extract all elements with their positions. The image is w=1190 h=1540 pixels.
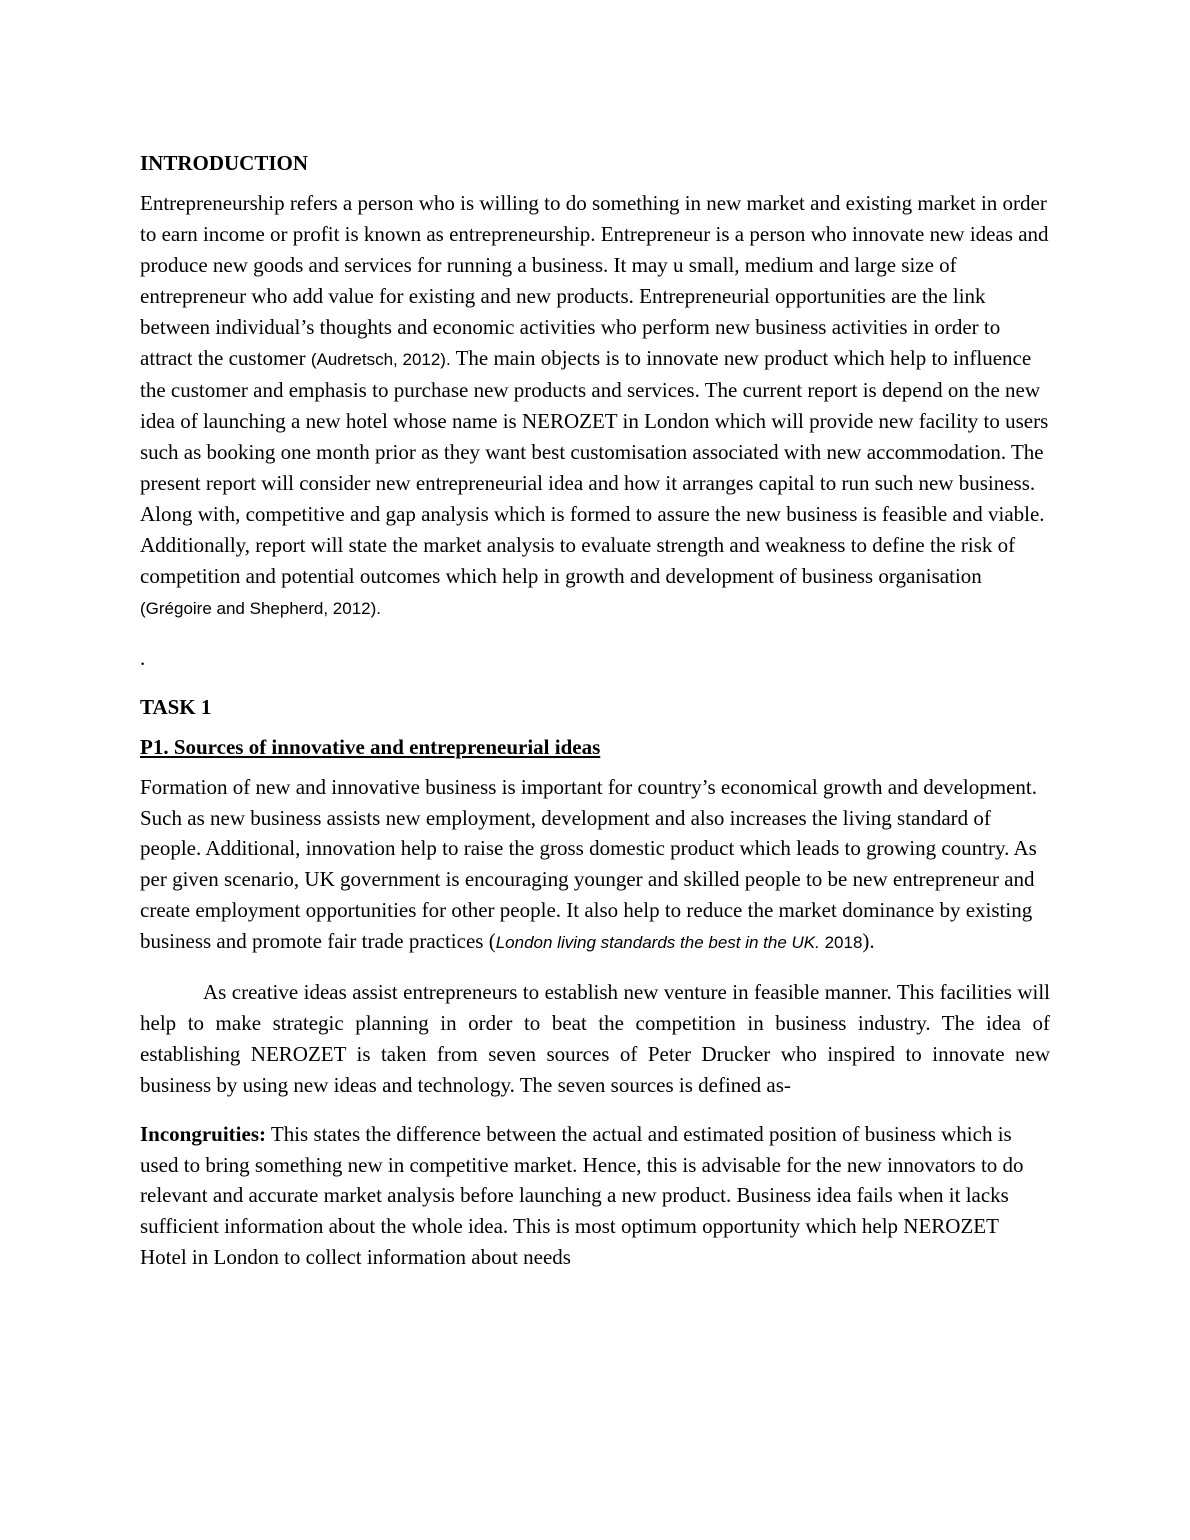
task-paragraph-1 <box>140 772 1050 959</box>
intro-citation-1: (Audretsch, 2012). <box>310 349 451 369</box>
incongruities-label: Incongruities: <box>140 1121 266 1146</box>
citation-year: 2018 <box>819 933 863 953</box>
incongruities-paragraph <box>140 1119 1050 1274</box>
intro-body-2: The main objects is to innovate new product which help to influence the customer and emphasis to purchase new products and services. The current report is depend on the new idea of launching a new hotel whose name is NEROZET in London which will provide new facility to users such as booking one month prior as they want best customisation associated with new accommodation. The present report will consider new entrepreneurial idea and how it arranges capital to run such new business. Along with, competitive and gap analysis which is formed to assure the new business is feasible and viable. Additionally, report will state the market analysis to evaluate strength and weakness to define the risk of competition and potential outcomes which help in growth and development of business organisation <box>140 345 1049 588</box>
intro-heading: INTRODUCTION <box>140 151 309 175</box>
incongruities-text: This states the difference between the actual and estimated position of business which is used to bring something new in competitive market. Hence, this is advisable for the new innovators to do relevant and accurate market analysis before launching a new product. Business idea fails when it lacks sufficient information about the whole idea. This is most optimum opportunity which help NEROZET Hotel in London to collect information about needs <box>140 1121 1024 1270</box>
task-paragraph-1-text: Formation of new and innovative business is important for country’s economical growth and development. Such as new business assists new employment, development and also increases the living standard of people. Additional, innovation help to raise the gross domestic product which leads to growing country. As per given scenario, UK government is encouraging younger and skilled people to be new entrepreneur and create employment opportunities for other people. It also help to reduce the market dominance by existing business and promote fair trade practices <box>140 774 1037 954</box>
intro-citation-2: (Grégoire and Shepherd, 2012). <box>140 598 381 618</box>
task-heading: TASK 1 <box>140 694 212 719</box>
document-page <box>140 148 1050 1291</box>
citation-close: ). <box>862 929 875 954</box>
citation-title: London living standards the best in the UK. <box>495 933 820 953</box>
citation-open: ( <box>488 929 496 954</box>
section-subheading: P1. Sources of innovative and entrepreneurial ideas <box>140 734 601 759</box>
intro-paragraph <box>140 188 1050 625</box>
task-paragraph-2: As creative ideas assist entrepreneurs to establish new venture in feasible manner. This facilities will help to make strategic planning in order to beat the competition in business industry. The idea of establishing NEROZET is taken from seven sources of Peter Drucker who inspired to innovate new business by using new ideas and technology. The seven sources is defined as- <box>140 980 1050 1097</box>
intro-body: Entrepreneurship refers a person who is willing to do something in new market and existing market in order to earn income or profit is known as entrepreneurship. Entrepreneur is a person who innovate new ideas and produce new goods and services for running a business. It may u small, medium and large size of entrepreneur who add value for existing and new products. Entrepreneurial opportunities are the link between individual’s thoughts and economic activities who perform new business activities in order to attract the customer <box>140 191 1049 370</box>
separator-dot: . <box>140 645 146 670</box>
